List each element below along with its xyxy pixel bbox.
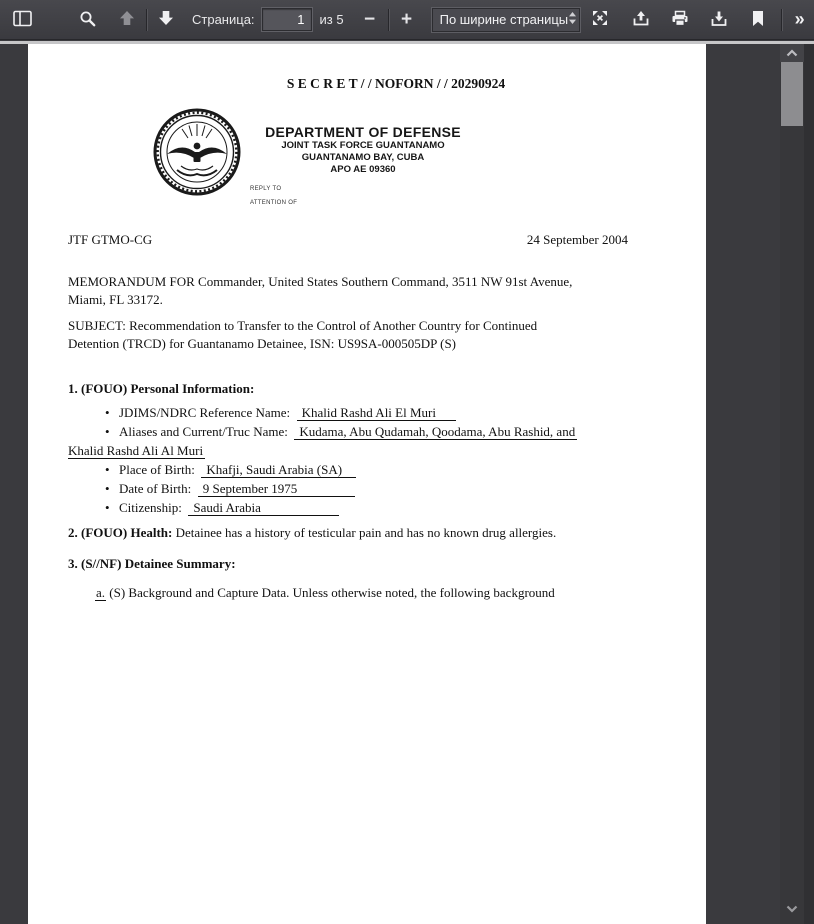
letterhead-unit: JOINT TASK FORCE GUANTANAMO bbox=[281, 140, 445, 151]
arrow-up-icon bbox=[119, 10, 135, 29]
more-tools-button[interactable]: » bbox=[786, 6, 814, 34]
field-value: Khalid Rashd Ali El Muri bbox=[297, 405, 456, 421]
classification-banner: S E C R E T / / NOFORN / / 20290924 bbox=[286, 76, 506, 91]
zoom-out-button[interactable]: − bbox=[356, 6, 384, 34]
open-file-button[interactable] bbox=[627, 6, 655, 34]
download-button[interactable] bbox=[705, 6, 733, 34]
scroll-up-button[interactable] bbox=[780, 44, 804, 62]
arrow-down-icon bbox=[158, 10, 174, 29]
memo-date: 24 September 2004 bbox=[526, 232, 628, 247]
field-label: Place of Birth: bbox=[119, 462, 195, 477]
ribbon-icon bbox=[752, 11, 764, 29]
zoom-select[interactable] bbox=[432, 8, 580, 32]
scroll-down-button[interactable] bbox=[780, 900, 804, 918]
list-item bbox=[68, 422, 658, 460]
letterhead bbox=[68, 108, 658, 218]
bullet-icon: • bbox=[105, 462, 110, 477]
bullet-icon: • bbox=[105, 424, 110, 439]
expand-arrows-icon bbox=[591, 9, 609, 30]
personal-info-list bbox=[68, 403, 658, 517]
print-button[interactable] bbox=[666, 6, 694, 34]
field-label: Citizenship: bbox=[119, 500, 182, 515]
field-label: Aliases and Current/Truc Name: bbox=[119, 424, 288, 439]
bullet-icon: • bbox=[105, 405, 110, 420]
page-number-input[interactable] bbox=[262, 8, 312, 31]
memo-line: MEMORANDUM FOR Commander, United States Southern Command, 3511 NW 91st Avenue, bbox=[68, 274, 573, 289]
folder-up-arrow-icon bbox=[632, 10, 650, 30]
health-text: Detainee has a history of testicular pain and has no known drug allergies. bbox=[172, 525, 557, 540]
search-button[interactable] bbox=[73, 6, 101, 34]
subject-text: SUBJECT: Recommendation to Transfer to the Control of Another Country for Continued bbox=[68, 318, 538, 333]
sub-item-marker: a. bbox=[96, 585, 106, 600]
next-page-button[interactable] bbox=[152, 6, 180, 34]
section-3-heading: 3. (S//NF) Detainee Summary: bbox=[68, 556, 236, 571]
field-value: 9 September 1975 bbox=[198, 481, 356, 497]
scrollbar-thumb[interactable] bbox=[781, 62, 803, 126]
bookmark-button[interactable] bbox=[744, 6, 772, 34]
page-count-label: из 5 bbox=[319, 12, 344, 27]
toolbar-divider bbox=[388, 9, 389, 31]
chevron-down-icon bbox=[786, 900, 798, 918]
reply-to-label: REPLY TO bbox=[250, 186, 282, 192]
section-3a-line bbox=[68, 584, 658, 602]
section-2-health bbox=[68, 524, 658, 542]
list-item bbox=[68, 498, 658, 517]
previous-page-button[interactable] bbox=[113, 6, 141, 34]
toolbar-divider bbox=[146, 9, 147, 31]
pdf-viewer-canvas bbox=[0, 44, 814, 924]
memorandum-for bbox=[68, 273, 658, 309]
subject-line bbox=[68, 317, 658, 353]
window-right-edge bbox=[804, 44, 814, 924]
sidebar-toggle-button[interactable] bbox=[8, 6, 36, 34]
field-value: Saudi Arabia bbox=[188, 500, 339, 516]
toolbar-separator-strip bbox=[0, 41, 814, 44]
zoom-select-value: По ширине страницы bbox=[439, 12, 569, 27]
section-1-heading: 1. (FOUO) Personal Information: bbox=[68, 381, 255, 396]
memo-line: Miami, FL 33172. bbox=[68, 292, 163, 307]
office-symbol: JTF GTMO-CG bbox=[68, 232, 153, 247]
letterhead-location: GUANTANAMO BAY, CUBA bbox=[301, 152, 425, 163]
zoom-in-button[interactable]: + bbox=[393, 6, 421, 34]
sidebar-panels-icon bbox=[13, 10, 32, 30]
tray-down-arrow-icon bbox=[710, 10, 728, 30]
section-2-heading: 2. (FOUO) Health: bbox=[68, 525, 173, 540]
field-label: JDIMS/NDRC Reference Name: bbox=[119, 405, 291, 420]
letterhead-org: DEPARTMENT OF DEFENSE bbox=[265, 124, 461, 140]
list-item bbox=[68, 460, 658, 479]
bullet-icon: • bbox=[105, 481, 110, 496]
double-triangle-icon bbox=[568, 11, 577, 28]
toolbar-divider bbox=[781, 9, 782, 31]
pdf-toolbar bbox=[0, 0, 814, 40]
pdf-page bbox=[28, 44, 706, 924]
list-item bbox=[68, 403, 658, 422]
letterhead-text bbox=[68, 124, 658, 176]
attention-of-label: ATTENTION OF bbox=[250, 200, 298, 206]
field-value-continuation: Khalid Rashd Ali Al Muri bbox=[68, 443, 204, 458]
field-value: Kudama, Abu Qudamah, Qoodama, Abu Rashid, and bbox=[294, 424, 577, 440]
subject-text: Detention (TRCD) for Guantanamo Detainee, ISN: US9SA-000505DP (S) bbox=[68, 336, 457, 351]
office-symbol-row bbox=[68, 232, 658, 248]
presentation-mode-button[interactable] bbox=[586, 6, 614, 34]
magnifier-icon bbox=[79, 10, 96, 30]
letterhead-apo: APO AE 09360 bbox=[330, 164, 396, 175]
bullet-icon: • bbox=[105, 500, 110, 515]
vertical-scrollbar[interactable] bbox=[780, 44, 804, 924]
field-label: Date of Birth: bbox=[119, 481, 192, 496]
page-label: Страница: bbox=[192, 12, 255, 27]
list-item bbox=[68, 479, 658, 498]
printer-icon bbox=[671, 10, 689, 30]
sub-item-text: (S) Background and Capture Data. Unless otherwise noted, the following background bbox=[106, 585, 555, 600]
field-value: Khafji, Saudi Arabia (SA) bbox=[201, 462, 356, 478]
chevron-up-icon bbox=[786, 44, 798, 62]
